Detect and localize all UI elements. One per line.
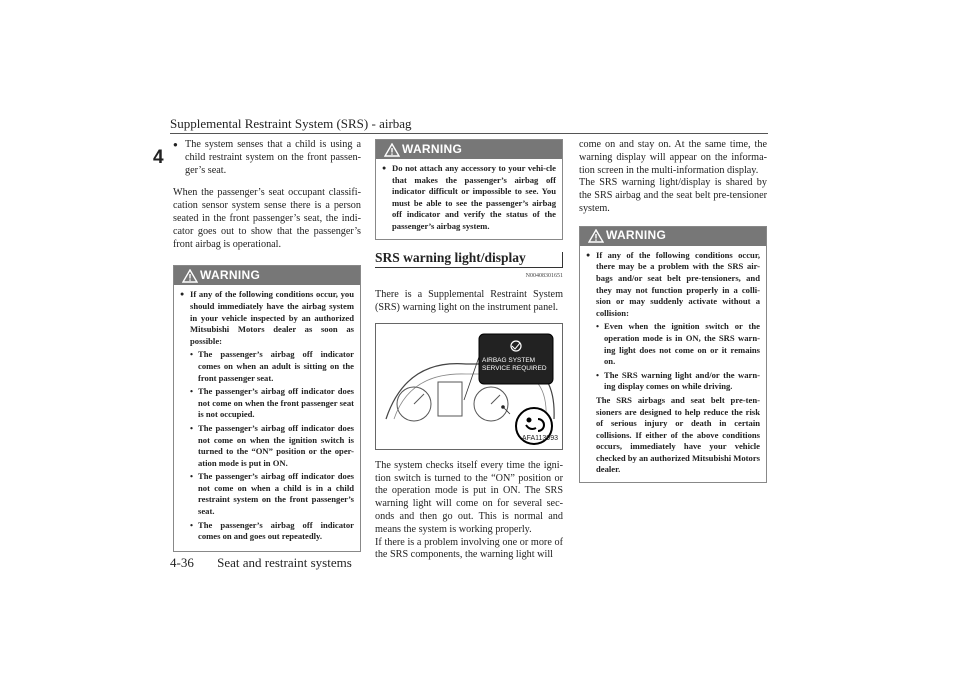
warning-triangle-icon [182,269,198,283]
instrument-cluster-illustration [376,324,562,449]
column-1 [173,139,361,552]
section-title: SRS warning light/display [375,252,563,269]
column-3 [579,139,767,483]
warning-item: • Even when the ignition switch or the operation mode is in ON, the SRS warn-ing light does not come on or it remains on. [586,321,760,367]
column-2 [375,139,563,570]
warning-item: • The passenger’s airbag off indicator comes on when an adult is sitting on the front passenger seat. [180,349,354,384]
document-code: N00408301651 [525,273,563,280]
warning-label: WARNING [606,228,667,243]
body-paragraph: The SRS warning light/display is shared by the SRS airbag and the seat belt pre-tensioner system. [579,177,767,214]
body-paragraph: The system checks itself every time the igni-tion switch is turned to the “ON” position or the operation mode is put in ON. The SRS warning light will come on for several sec-onds and then go out. This is normal and means the system is working properly. [375,459,563,535]
warning-item: • The SRS warning light and/or the warn-ing display comes on while driving. [586,370,760,393]
warning-header [174,266,360,285]
warning-text: ● Do not attach any accessory to your vehi-cle that makes the passenger’s airbag off indicator difficult or impossible to see. You must be able to see the passenger’s airbag off indicator and verify the status of the passenger’s airbag system. [382,163,556,233]
figure-code: AFA113993 [521,434,558,442]
body-paragraph: come on and stay on. At the same time, the warning display will appear on the informa-tion screen in the multi-information display. [579,139,767,176]
header-rule [170,133,768,134]
body-paragraph: There is a Supplemental Restraint System (SRS) warning light on the instrument panel. [375,289,563,313]
display-text-line-2: SERVICE REQUIRED [482,364,547,372]
footer-section: Seat and restraint systems [217,555,352,570]
warning-lead: ● If any of the following conditions occur, you should immediately have the airbag system in your vehicle inspected by an authorized Mitsubishi Motors dealer as soon as possible: [180,289,354,347]
warning-label: WARNING [402,141,463,156]
warning-box-1 [173,265,361,551]
page-number: 4-36 [170,555,194,570]
warning-item: • The passenger’s airbag off indicator does not come on when a child is in a child restraint system on the front passenger’s seat. [180,471,354,517]
chapter-tab: 4 [153,147,164,168]
body-paragraph: If there is a problem involving one or more of the SRS components, the warning light will [375,536,563,561]
warning-triangle-icon [588,229,604,243]
instrument-panel-figure [375,323,563,450]
warning-box-3 [579,226,767,483]
warning-box-2 [375,139,563,240]
warning-label: WARNING [200,268,261,283]
warning-closing: The SRS airbags and seat belt pre-ten-sioners are designed to help reduce the risk of serious injury or death in certain collisions. If either of the above conditions occurs, immediately have your vehicle checked by an authorized Mitsubishi Motors dealer. [596,394,761,475]
page-header-title: Supplemental Restraint System (SRS) - airbag [170,116,412,131]
bullet-item: ● The system senses that a child is using a child restraint system on the front passen-ger’s seat. [173,139,361,177]
body-paragraph: When the passenger’s seat occupant classifi-cation sensor system sense there is a person seated in the front passenger’s seat, the indi-cator goes out to show that the passenger’s front airbag is operational. [173,187,361,250]
warning-item: • The passenger’s airbag off indicator does not come on when the ignition switch is turned to the “ON” position or the oper-ation mode is put in ON. [180,423,354,469]
warning-header [376,140,562,159]
warning-item: • The passenger’s airbag off indicator comes on and goes out repeatedly. [180,520,354,543]
warning-item: • The passenger’s airbag off indicator does not come on when the front passenger seat is not occupied. [180,386,354,421]
warning-triangle-icon [384,143,400,157]
warning-header [580,227,766,246]
display-text-line-1: AIRBAG SYSTEM [482,356,536,364]
page-footer [170,555,352,571]
warning-lead: ● If any of the following conditions occur, there may be a problem with the SRS air-bags and/or seat belt pre-tensioners, and they may not function properly in a colli-sion or may suddenly activate without a collision: [586,250,760,320]
